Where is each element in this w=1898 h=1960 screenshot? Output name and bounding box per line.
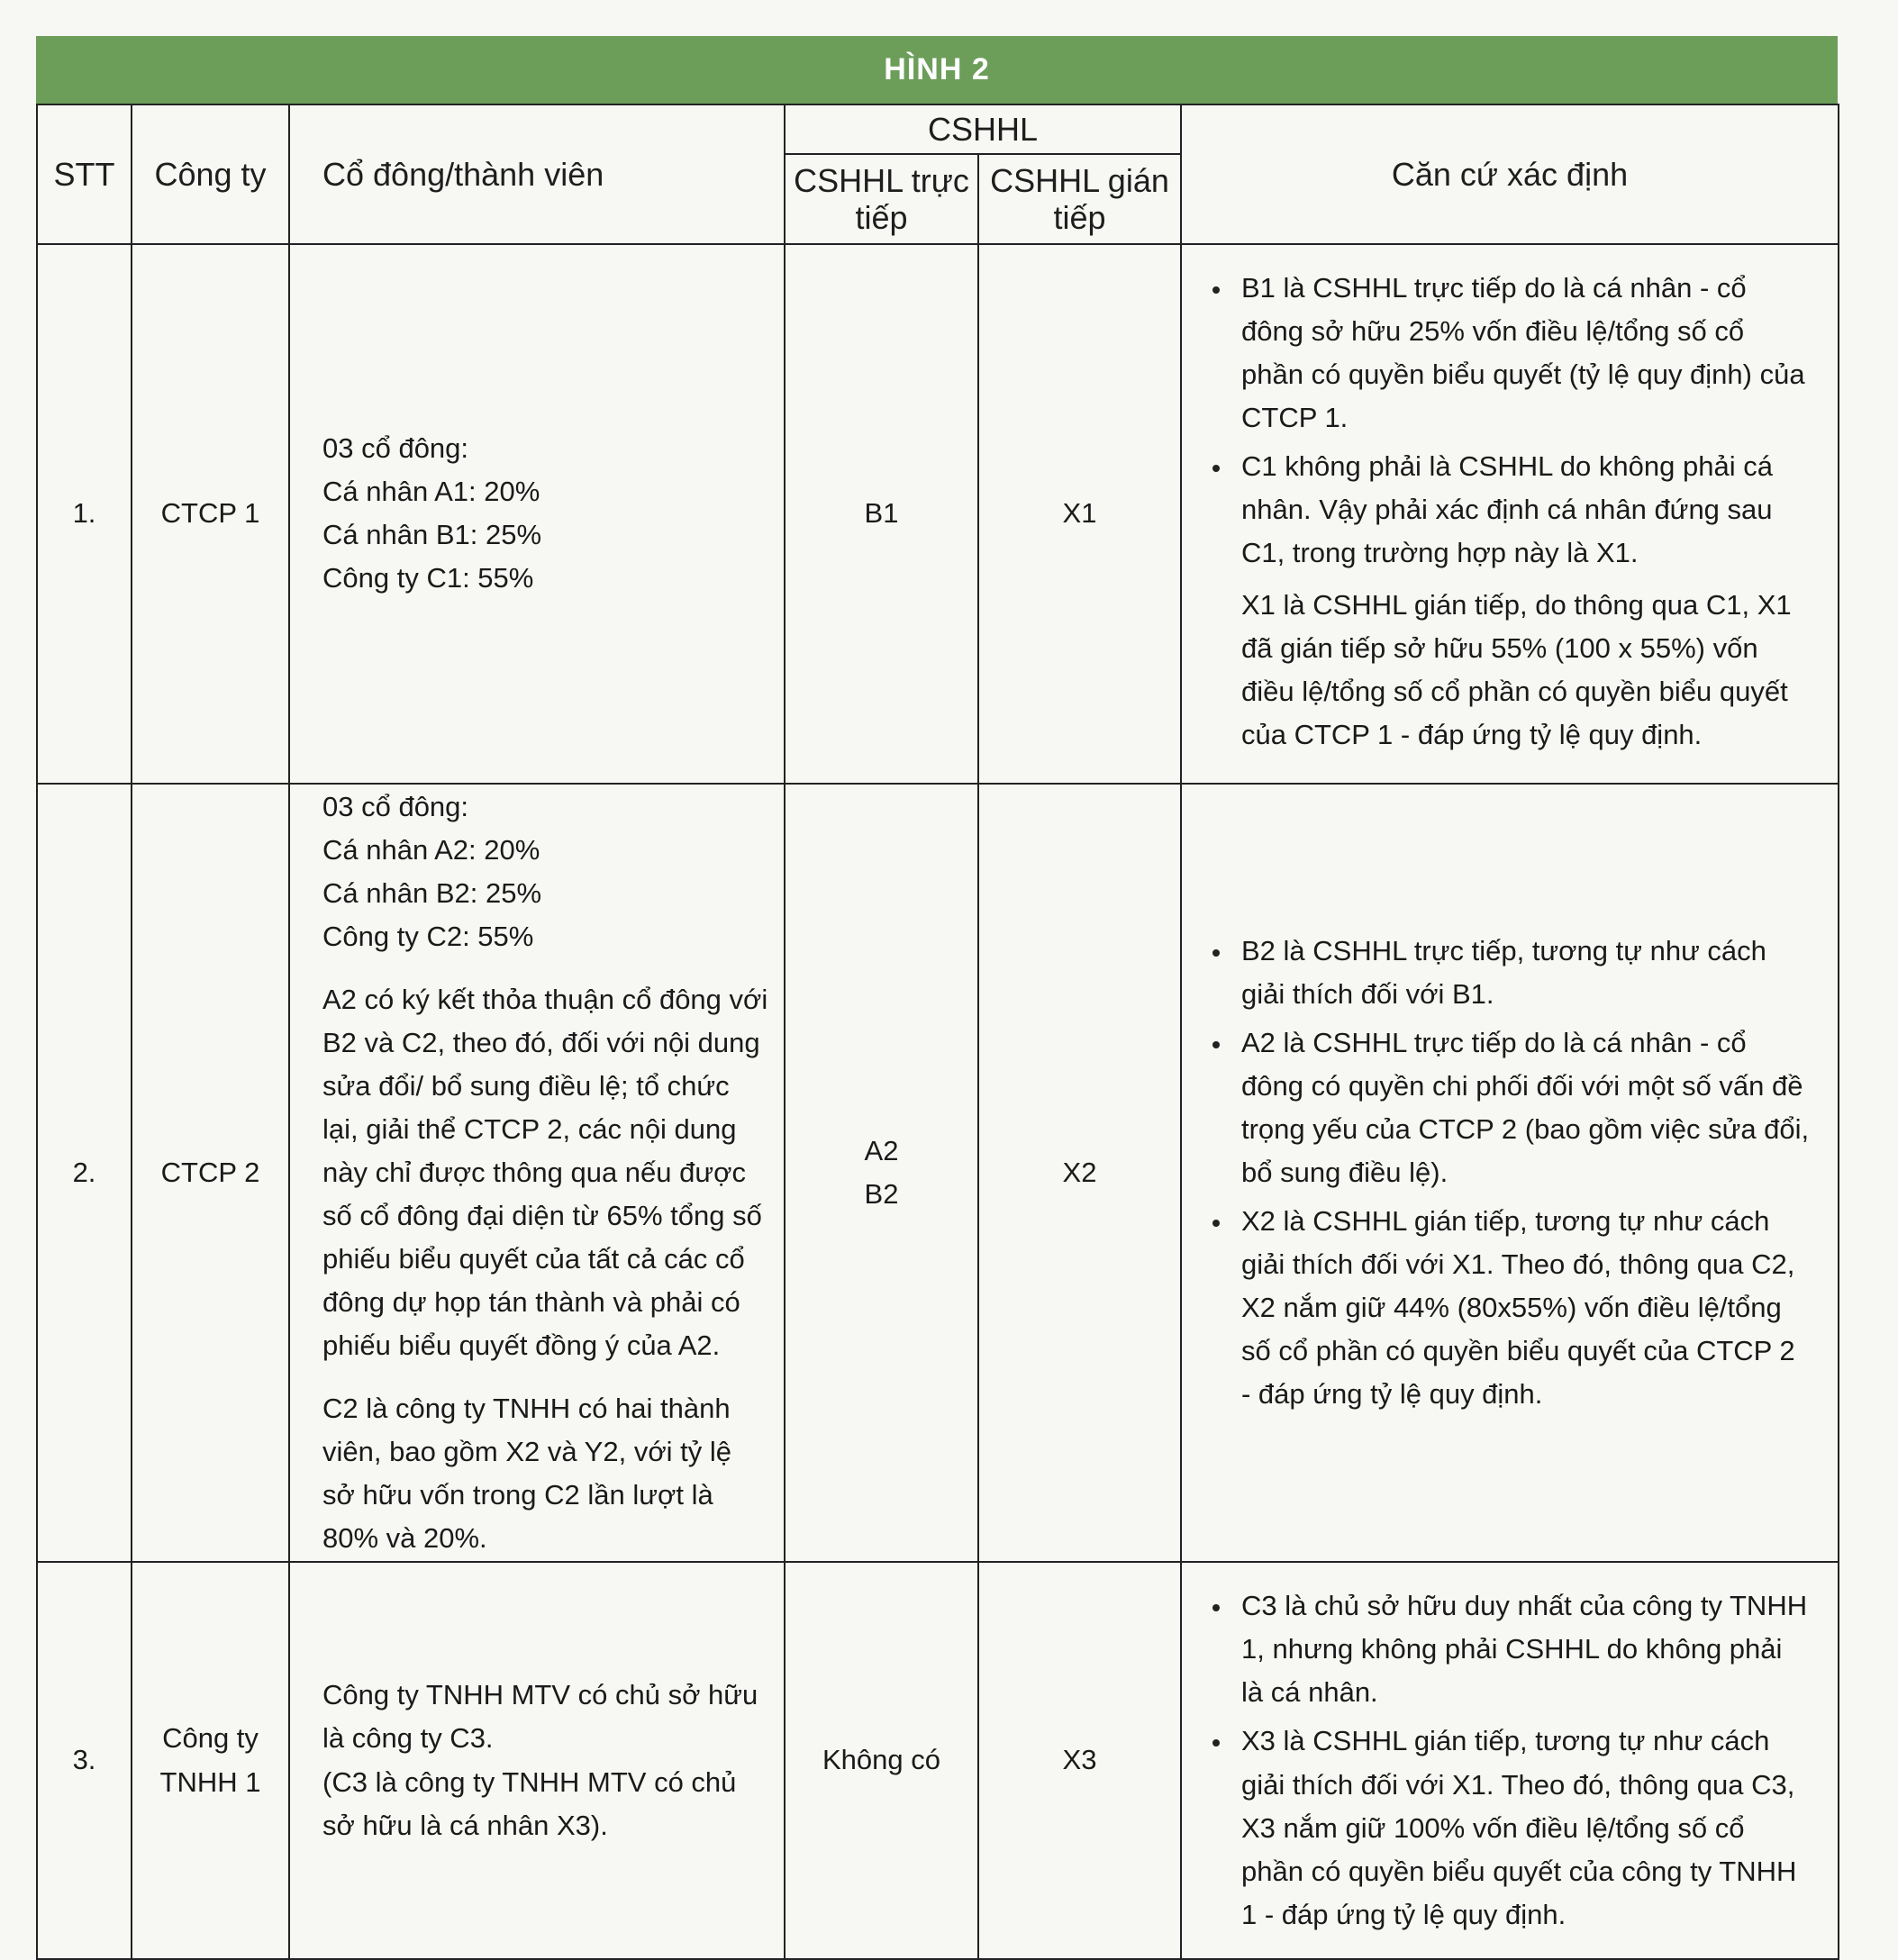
basis-bullet: B2 là CSHHL trực tiếp, tương tự như cách giải thích đối với B1.: [1207, 930, 1811, 1016]
shareholder-line: Công ty C1: 55%: [322, 562, 534, 594]
table-row: [37, 244, 1839, 784]
shareholder-line: Công ty C2: 55%: [322, 920, 534, 952]
shareholder-line: Cá nhân A2: 20%: [322, 833, 540, 866]
basis-paragraph: X1 là CSHHL gián tiếp, do thông qua C1, X1 đã gián tiếp sở hữu 55% (100 x 55%) vốn điều lệ/tổng số cổ phần có quyền biểu quyết của CTCP 1 - đáp ứng tỷ lệ quy định.: [1241, 589, 1792, 751]
basis-bullet: A2 là CSHHL trực tiếp do là cá nhân - cổ đông có quyền chi phối đối với một số vấn đề trọng yếu của CTCP 2 (bao gồm việc sửa đổi, bổ sung điều lệ).: [1207, 1021, 1811, 1194]
shareholder-line: 03 cổ đông:: [322, 790, 469, 822]
figure-title: HÌNH 2: [884, 52, 990, 86]
header-company: Công ty: [132, 104, 289, 244]
basis-bullet: X2 là CSHHL gián tiếp, tương tự như cách giải thích đối với X1. Theo đó, thông qua C2, X2 nắm giữ 44% (80x55%) vốn điều lệ/tổng số cổ phần có quyền biểu quyết của CTCP 2 - đáp ứng tỷ lệ quy định.: [1207, 1200, 1811, 1416]
shareholder-line: Cá nhân B1: 25%: [322, 519, 542, 551]
direct-owner-line: A2: [864, 1134, 899, 1166]
row-stt: 2.: [37, 784, 132, 1563]
figure-title-banner: [36, 36, 1838, 104]
basis-bullet: C1 không phải là CSHHL do không phải cá nhân. Vậy phải xác định cá nhân đứng sau C1, trong trường hợp này là X1.: [1207, 445, 1811, 575]
header-indirect: CSHHL gián tiếp: [978, 154, 1181, 244]
row-indirect-owner: X2: [978, 784, 1181, 1563]
header-basis: Căn cứ xác định: [1181, 104, 1839, 244]
header-direct: CSHHL trực tiếp: [785, 154, 978, 244]
direct-owner-line: B2: [864, 1177, 899, 1210]
table-row: [37, 784, 1839, 1563]
row-basis: [1181, 784, 1839, 1563]
figure-2: [36, 36, 1838, 1960]
row-stt: 1.: [37, 244, 132, 784]
basis-bullet: C3 là chủ sở hữu duy nhất của công ty TNHH 1, nhưng không phải CSHHL do không phải là cá nhân.: [1207, 1584, 1811, 1714]
shareholder-line: Cá nhân A1: 20%: [322, 476, 540, 508]
row-shareholders: [289, 784, 785, 1563]
basis-bullet: X3 là CSHHL gián tiếp, tương tự như cách giải thích đối với X1. Theo đó, thông qua C3, X3 nắm giữ 100% vốn điều lệ/tổng số cổ phần có quyền biểu quyết của công ty TNHH 1 - đáp ứng tỷ lệ quy định.: [1207, 1720, 1811, 1936]
row-basis: [1181, 1562, 1839, 1958]
ownership-table: [36, 104, 1839, 1960]
header-shareholders: Cổ đông/thành viên: [289, 104, 785, 244]
shareholder-agreement-note: A2 có ký kết thỏa thuận cổ đông với B2 và C2, theo đó, đối với nội dung sửa đổi/ bổ sung điều lệ; tổ chức lại, giải thể CTCP 2, các nội dung này chỉ được thông qua nếu được số cổ đông đại diện từ 65% tổng số phiếu biểu quyết của tất cả các cổ đông dự họp tán thành và phải có phiếu biểu quyết đồng ý của A2.: [322, 983, 768, 1362]
row-stt: 3.: [37, 1562, 132, 1958]
shareholder-ownership-note: C2 là công ty TNHH có hai thành viên, bao gồm X2 và Y2, với tỷ lệ sở hữu vốn trong C2 lần lượt là 80% và 20%.: [322, 1393, 731, 1555]
shareholder-line: Cá nhân B2: 25%: [322, 876, 542, 909]
row-direct-owner: Không có: [785, 1562, 978, 1958]
row-shareholders: [289, 1562, 785, 1958]
shareholder-line: 03 cổ đông:: [322, 432, 469, 465]
table-row: [37, 1562, 1839, 1958]
row-company: Công ty TNHH 1: [132, 1562, 289, 1958]
header-stt: STT: [37, 104, 132, 244]
row-indirect-owner: X1: [978, 244, 1181, 784]
row-company: CTCP 1: [132, 244, 289, 784]
shareholder-note: Công ty TNHH MTV có chủ sở hữu là công ty C3.: [322, 1679, 758, 1755]
row-shareholders: [289, 244, 785, 784]
row-direct-owner: [785, 784, 978, 1563]
row-company: CTCP 2: [132, 784, 289, 1563]
shareholder-note: (C3 là công ty TNHH MTV có chủ sở hữu là cá nhân X3).: [322, 1765, 737, 1841]
row-basis: [1181, 244, 1839, 784]
row-indirect-owner: X3: [978, 1562, 1181, 1958]
basis-bullet: B1 là CSHHL trực tiếp do là cá nhân - cổ đông sở hữu 25% vốn điều lệ/tổng số cổ phần có quyền biểu quyết (tỷ lệ quy định) của CTCP 1.: [1207, 267, 1811, 440]
header-cshhl: CSHHL: [785, 104, 1181, 154]
row-direct-owner: B1: [785, 244, 978, 784]
